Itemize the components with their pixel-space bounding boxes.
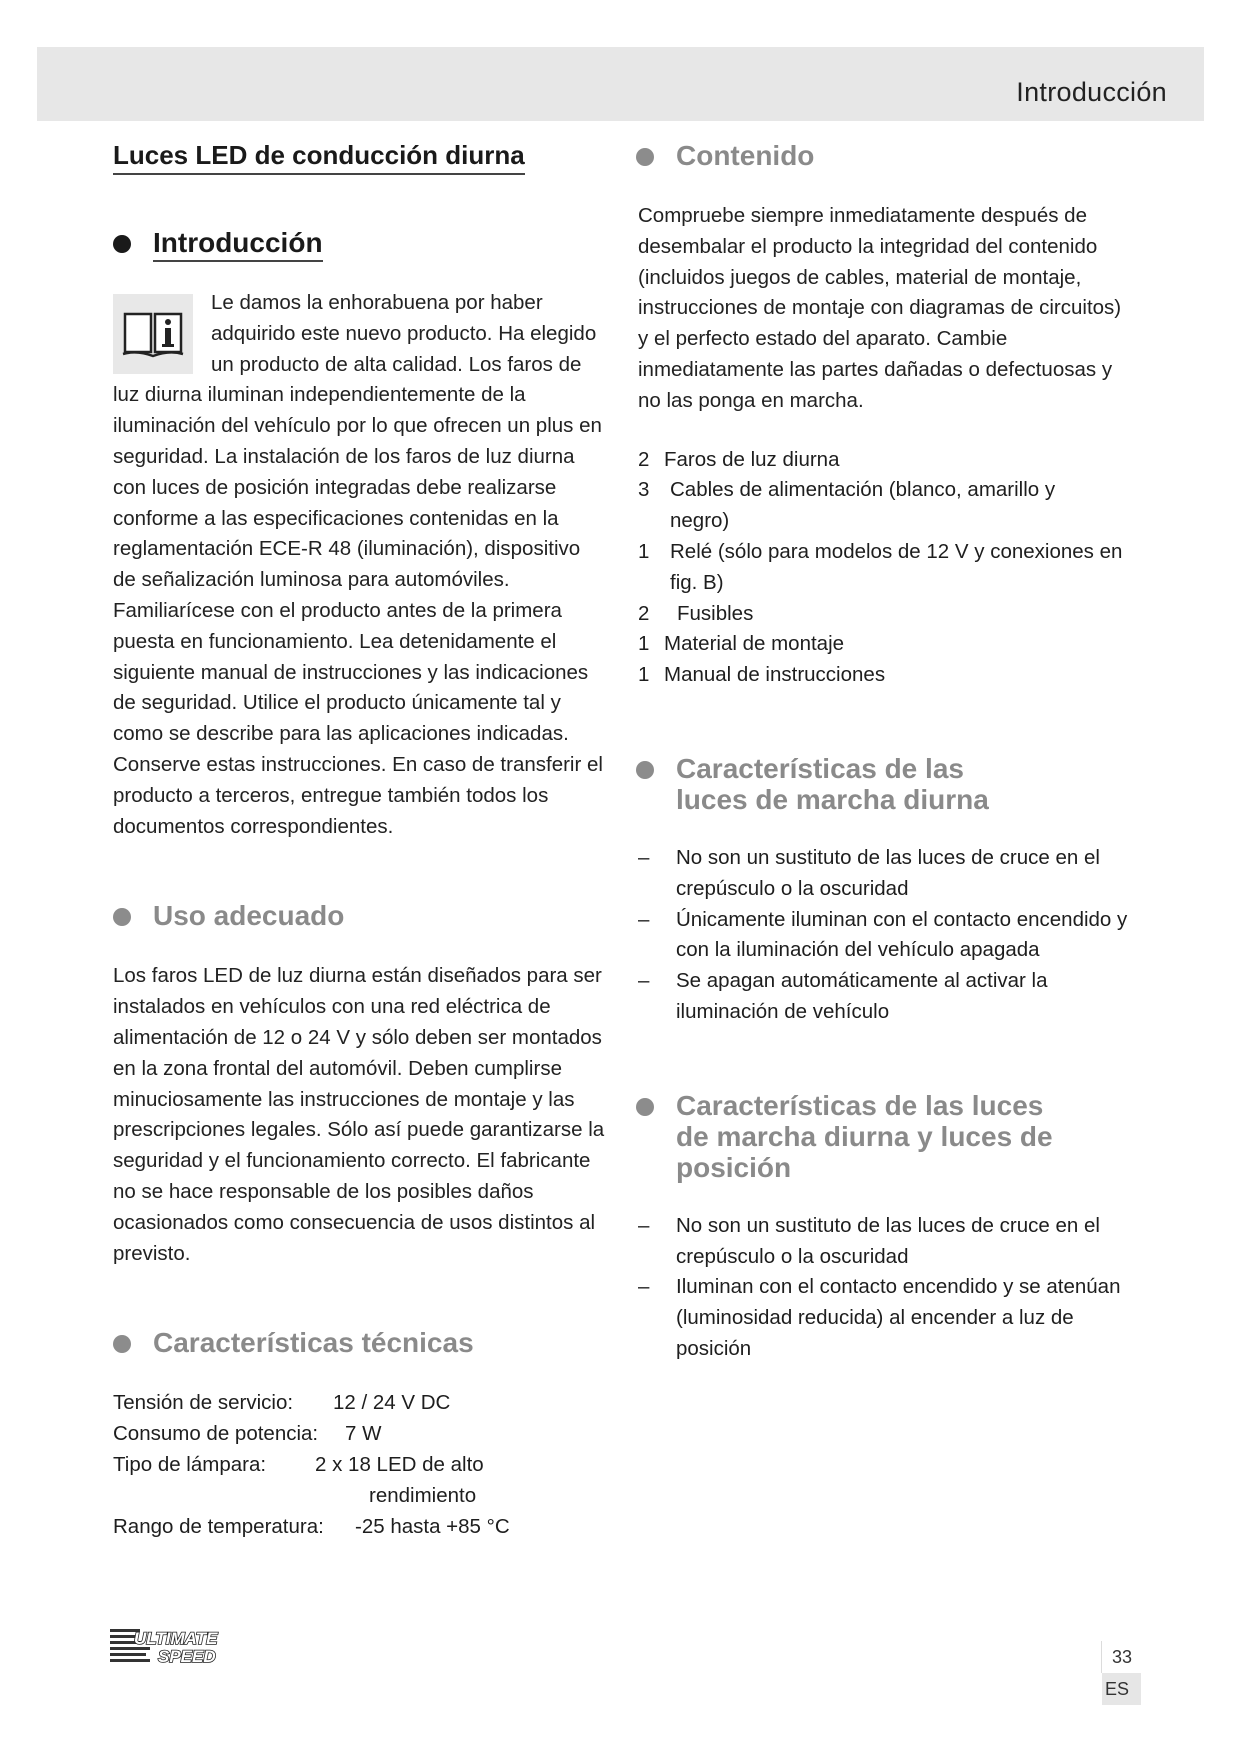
item-text: Cables de alimentación (blanco, amarillo y negro)	[670, 478, 1056, 533]
item-text: Relé (sólo para modelos de 12 V y conexiones en fig. B)	[670, 539, 1123, 594]
item-text: No son un sustituto de las luces de cruce en el crepúsculo o la oscuridad	[676, 845, 1100, 900]
right-column	[638, 140, 1133, 1365]
item-text: Faros de luz diurna	[664, 447, 840, 471]
section-heading-text: luces de marcha diurna	[676, 783, 989, 815]
item-quantity: 1	[638, 632, 650, 656]
spec-value: 2 x 18 LED de alto	[315, 1452, 484, 1476]
logo-text-ultimate: ULTIMATE	[134, 1629, 218, 1648]
dash-marker: –	[638, 845, 650, 869]
spec-value-continued: rendimiento	[369, 1483, 477, 1507]
bullet-icon	[636, 1098, 654, 1116]
feature-list-item	[638, 905, 1133, 967]
item-quantity: 3	[638, 478, 650, 502]
bullet-icon	[113, 1335, 131, 1353]
contents-list	[638, 445, 1133, 691]
feature-list-item	[638, 1272, 1133, 1364]
dash-marker: –	[638, 1213, 650, 1237]
item-text: No son un sustituto de las luces de cruce en el crepúsculo o la oscuridad	[676, 1213, 1100, 1268]
posicion-list	[638, 1211, 1133, 1365]
item-quantity: 2	[638, 447, 650, 471]
section-heading-luces-marcha-diurna	[636, 753, 1133, 815]
spec-row	[113, 1419, 608, 1450]
uso-adecuado-text: Los faros LED de luz diurna están diseñados para ser instalados en vehículos con una red eléctrica de alimentación de 12 o 24 V y sólo deben ser montados en la zona frontal del automóvil. Deben cumplirse minuciosamente las instrucciones de montaje y las prescripciones legales. Sólo así puede garantizarse la seguridad y el funcionamiento correcto. El fabricante no se hace responsable de los posibles daños ocasionados como consecuencia de usos distintos al previsto.	[113, 964, 605, 1265]
left-column	[113, 140, 608, 1542]
feature-list-item	[638, 1211, 1133, 1273]
section-heading-text: Características técnicas	[153, 1327, 474, 1359]
bullet-icon	[636, 148, 654, 166]
page-number: 33	[1112, 1647, 1133, 1667]
section-heading-uso-adecuado	[113, 900, 608, 931]
header-section-title: Introducción	[1016, 77, 1167, 107]
item-quantity: 2	[638, 601, 650, 625]
item-quantity: 1	[638, 663, 650, 687]
bullet-icon	[636, 761, 654, 779]
contents-list-item	[638, 537, 1133, 599]
section-heading-text: Características de las	[676, 752, 964, 784]
dash-marker: –	[638, 1275, 650, 1299]
intro-block	[113, 288, 608, 842]
item-text: Manual de instrucciones	[664, 663, 886, 687]
page-header	[37, 47, 1204, 121]
section-heading-luces-posicion	[636, 1090, 1133, 1183]
dash-marker: –	[638, 907, 650, 931]
section-heading-text: Uso adecuado	[153, 900, 345, 932]
spec-label: Tensión de servicio:	[113, 1391, 294, 1415]
contents-list-item	[638, 445, 1133, 476]
page-number-box	[1101, 1641, 1176, 1699]
marcha-list	[638, 843, 1133, 1028]
section-heading-text: de marcha diurna y luces de	[676, 1120, 1053, 1152]
brand-logo	[110, 1625, 235, 1665]
section-heading-text: Contenido	[676, 140, 815, 171]
spec-list	[113, 1388, 608, 1542]
spec-value: -25 hasta +85 °C	[355, 1514, 510, 1538]
spec-label: Tipo de lámpara:	[113, 1452, 267, 1476]
item-text: Iluminan con el contacto encendido y se atenúan (luminosidad reducida) al encender a luz de posición	[676, 1275, 1121, 1360]
bullet-icon	[113, 908, 131, 926]
spec-value: 12 / 24 V DC	[333, 1391, 451, 1415]
feature-list-item	[638, 843, 1133, 905]
contents-list-item	[638, 599, 1133, 630]
spec-value: 7 W	[345, 1422, 382, 1446]
item-text: Se apagan automáticamente al activar la iluminación de vehículo	[676, 969, 1048, 1023]
spec-label: Rango de temperatura:	[113, 1514, 324, 1538]
contents-list-item	[638, 660, 1133, 691]
logo-text-speed: SPEED	[158, 1647, 216, 1665]
document-title: Luces LED de conducción diurna	[113, 140, 525, 175]
contents-list-item	[638, 475, 1133, 537]
section-heading-text: Introducción	[153, 227, 323, 262]
item-text: Fusibles	[677, 601, 754, 625]
item-text: Únicamente iluminan con el contacto encendido y con la iluminación del vehículo apagada	[676, 907, 1128, 962]
info-book-icon	[113, 294, 193, 374]
item-text: Material de montaje	[664, 632, 845, 656]
language-code: ES	[1102, 1673, 1141, 1705]
bullet-icon	[113, 235, 131, 253]
spec-row	[113, 1388, 608, 1419]
spec-label: Consumo de potencia:	[113, 1422, 319, 1446]
spec-row	[113, 1450, 608, 1481]
contents-list-item	[638, 629, 1133, 660]
contenido-text: Compruebe siempre inmediatamente después de desembalar el producto la integridad del contenido (incluidos juegos de cables, material de montaje, instrucciones de montaje con diagramas de circuitos) y el perfecto estado del aparato. Cambie inmediatamente las partes dañadas o defectuosas y no las ponga en marcha.	[638, 204, 1122, 412]
section-heading-text: Características de las luces	[676, 1089, 1044, 1121]
section-heading-contenido	[636, 140, 1133, 171]
intro-text: Le damos la enhorabuena por haber adquirido este nuevo producto. Ha elegido un producto de alta calidad. Los faros de luz diurna iluminan independientemente de la iluminación del vehículo por lo que ofrecen un plus en seguridad. La instalación de los faros de luz diurna con luces de posición integradas debe realizarse conforme a las especificaciones contenidas en la reglamentación ECE-R 48 (iluminación), dispositivo de señalización luminosa para automóviles. Familiarícese con el producto antes de la primera puesta en funcionamiento. Lea detenidamente el siguiente manual de instrucciones y las indicaciones de seguridad. Utilice el producto únicamente tal y como se describe para las aplicaciones indicadas. Conserve estas instrucciones. En caso de transferir el producto a terceros, entregue también todos los documentos correspondientes.	[113, 291, 603, 838]
dash-marker: –	[638, 969, 650, 993]
spec-row	[113, 1512, 608, 1543]
section-heading-caracteristicas-tecnicas	[113, 1327, 608, 1358]
spec-row	[113, 1481, 608, 1512]
section-heading-text: posición	[676, 1151, 792, 1183]
feature-list-item	[638, 966, 1133, 1028]
section-heading-introduccion	[113, 227, 608, 258]
item-quantity: 1	[638, 539, 650, 563]
